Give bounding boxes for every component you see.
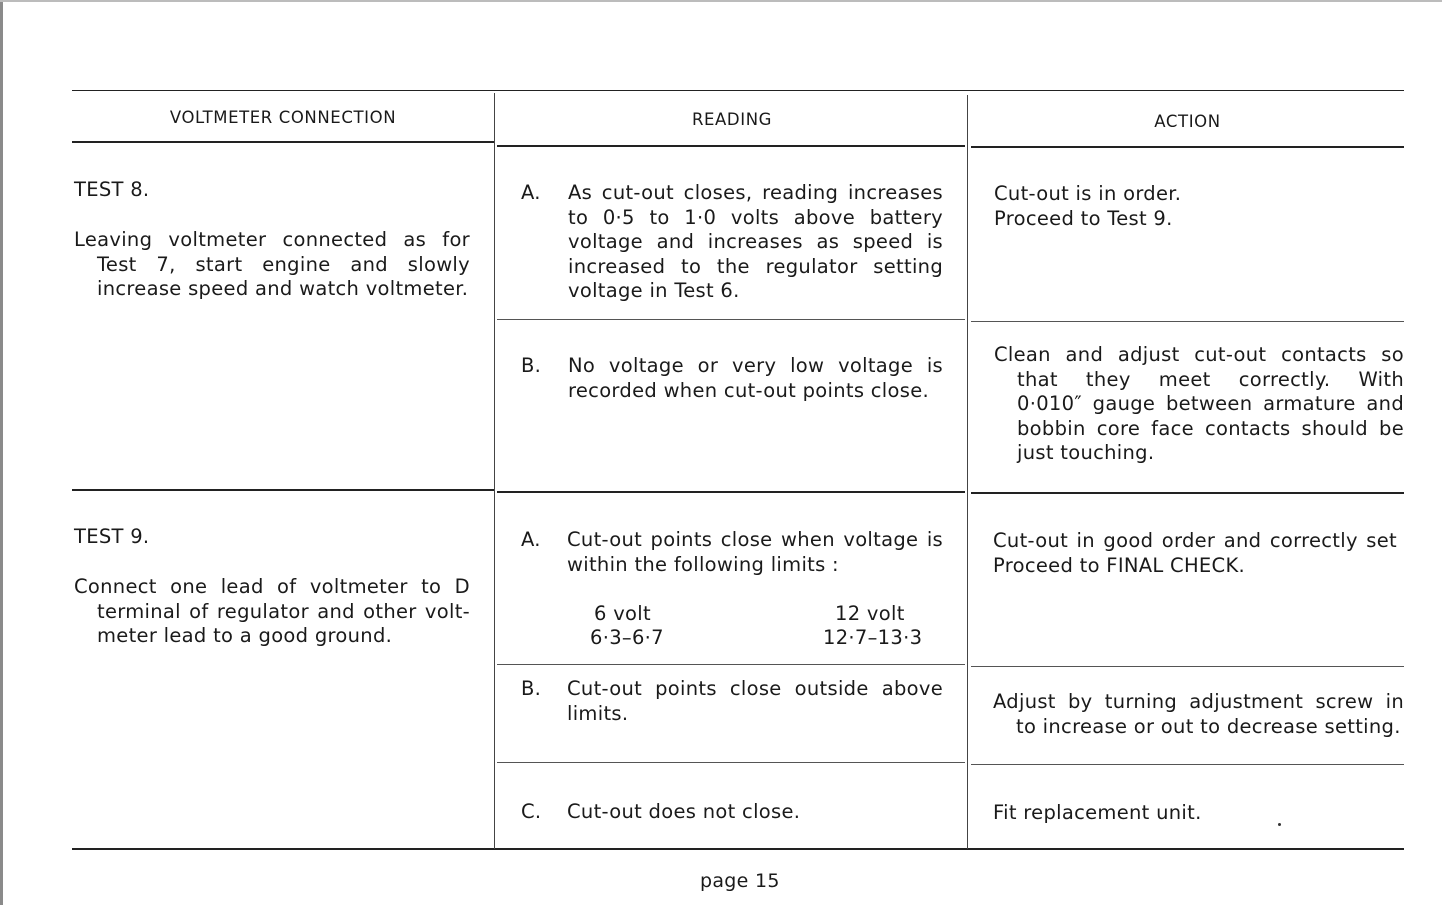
test8-b-reading [568,354,943,403]
print-speck [1278,823,1281,826]
limit-6-volt-range: 6·3–6·7 [590,626,664,649]
text-line: increased to the regulator setting [568,254,943,278]
test9-c-letter: C. [521,800,542,823]
page-edge-left [0,0,3,905]
text-line: that they meet correctly. With [1017,367,1404,391]
rule-header-action [971,146,1404,148]
rule-test9-b-c-reading [497,762,965,763]
rule-header-reading [497,145,965,147]
test9-b-action [993,690,1404,739]
test8-connection-text [74,228,470,302]
text-line: Leaving voltmeter connected as for [74,228,470,251]
page-number: page 15 [700,870,780,892]
text-line: Clean and adjust cut-out contacts so [994,343,1404,366]
test9-b-letter: B. [521,677,542,700]
text-line: Test 7, start engine and slowly [97,252,470,276]
test8-a-reading [568,181,943,304]
text-line: terminal of regulator and other volt- [97,599,470,623]
test8-title: TEST 8. [74,178,150,201]
test9-title: TEST 9. [74,525,150,548]
rule-bottom [72,848,1404,850]
text-line: Cut-out points close when voltage is [567,528,943,551]
rule-test8-end-reading [497,491,965,493]
test9-a-letter: A. [521,528,541,551]
rule-test9-b-c-action [971,764,1404,765]
text-line: voltage in Test 6. [568,279,740,302]
test8-b-letter: B. [521,354,542,377]
text-line: to increase or out to decrease setting. [1016,714,1401,738]
test9-connection-text [74,575,470,649]
test9-a-action [993,529,1397,578]
text-line: Proceed to FINAL CHECK. [993,553,1246,577]
text-line: meter lead to a good ground. [97,624,393,647]
text-line: Adjust by turning adjustment screw in [993,690,1404,713]
rule-test8-end-action [971,492,1404,494]
test8-a-letter: A. [521,181,541,204]
test9-c-reading: Cut-out does not close. [567,800,801,823]
header-action: ACTION [1154,112,1221,131]
page-edge-top [0,0,1442,2]
text-line: 0·010″ gauge between armature and [1017,392,1404,415]
rule-test9-a-b-reading [497,664,965,665]
rule-test8-a-b-reading [497,319,965,320]
text-line: limits. [567,701,629,725]
rule-test9-a-b-action [971,666,1404,667]
test8-a-action [994,182,1404,231]
rule-test8-end-connection [72,489,494,491]
text-line: Connect one lead of voltmeter to D [74,575,470,598]
text-line: No voltage or very low voltage is [568,354,943,377]
test9-b-reading [567,677,943,726]
rule-header-connection [72,141,494,143]
test8-b-action [994,343,1404,466]
text-line: Proceed to Test 9. [994,206,1173,230]
text-line: As cut-out closes, reading increases [568,181,943,204]
text-line: Cut-out points close outside above [567,677,943,700]
text-line: recorded when cut-out points close. [568,378,929,402]
column-divider-2 [967,95,968,849]
text-line: Cut-out is in order. [994,182,1182,205]
limit-6-volt-heading: 6 volt [594,602,651,625]
limit-12-volt-range: 12·7–13·3 [823,626,923,649]
text-line: just touching. [1017,441,1155,464]
column-divider-1 [494,93,495,849]
text-line: to 0·5 to 1·0 volts above battery [568,205,943,229]
rule-top [72,90,1404,91]
text-line: increase speed and watch voltmeter. [97,277,469,300]
text-line: bobbin core face contacts should be [1017,416,1404,440]
test9-a-reading [567,528,943,577]
text-line: Cut-out in good order and correctly set [993,529,1397,552]
text-line: voltage and increases as speed is [568,230,943,253]
rule-test8-a-b-action [971,321,1404,322]
test9-c-action: Fit replacement unit. [993,801,1202,824]
limit-12-volt-heading: 12 volt [835,602,905,625]
header-voltmeter-connection: VOLTMETER CONNECTION [169,108,397,127]
text-line: within the following limits : [567,552,839,576]
header-reading: READING [691,110,773,129]
